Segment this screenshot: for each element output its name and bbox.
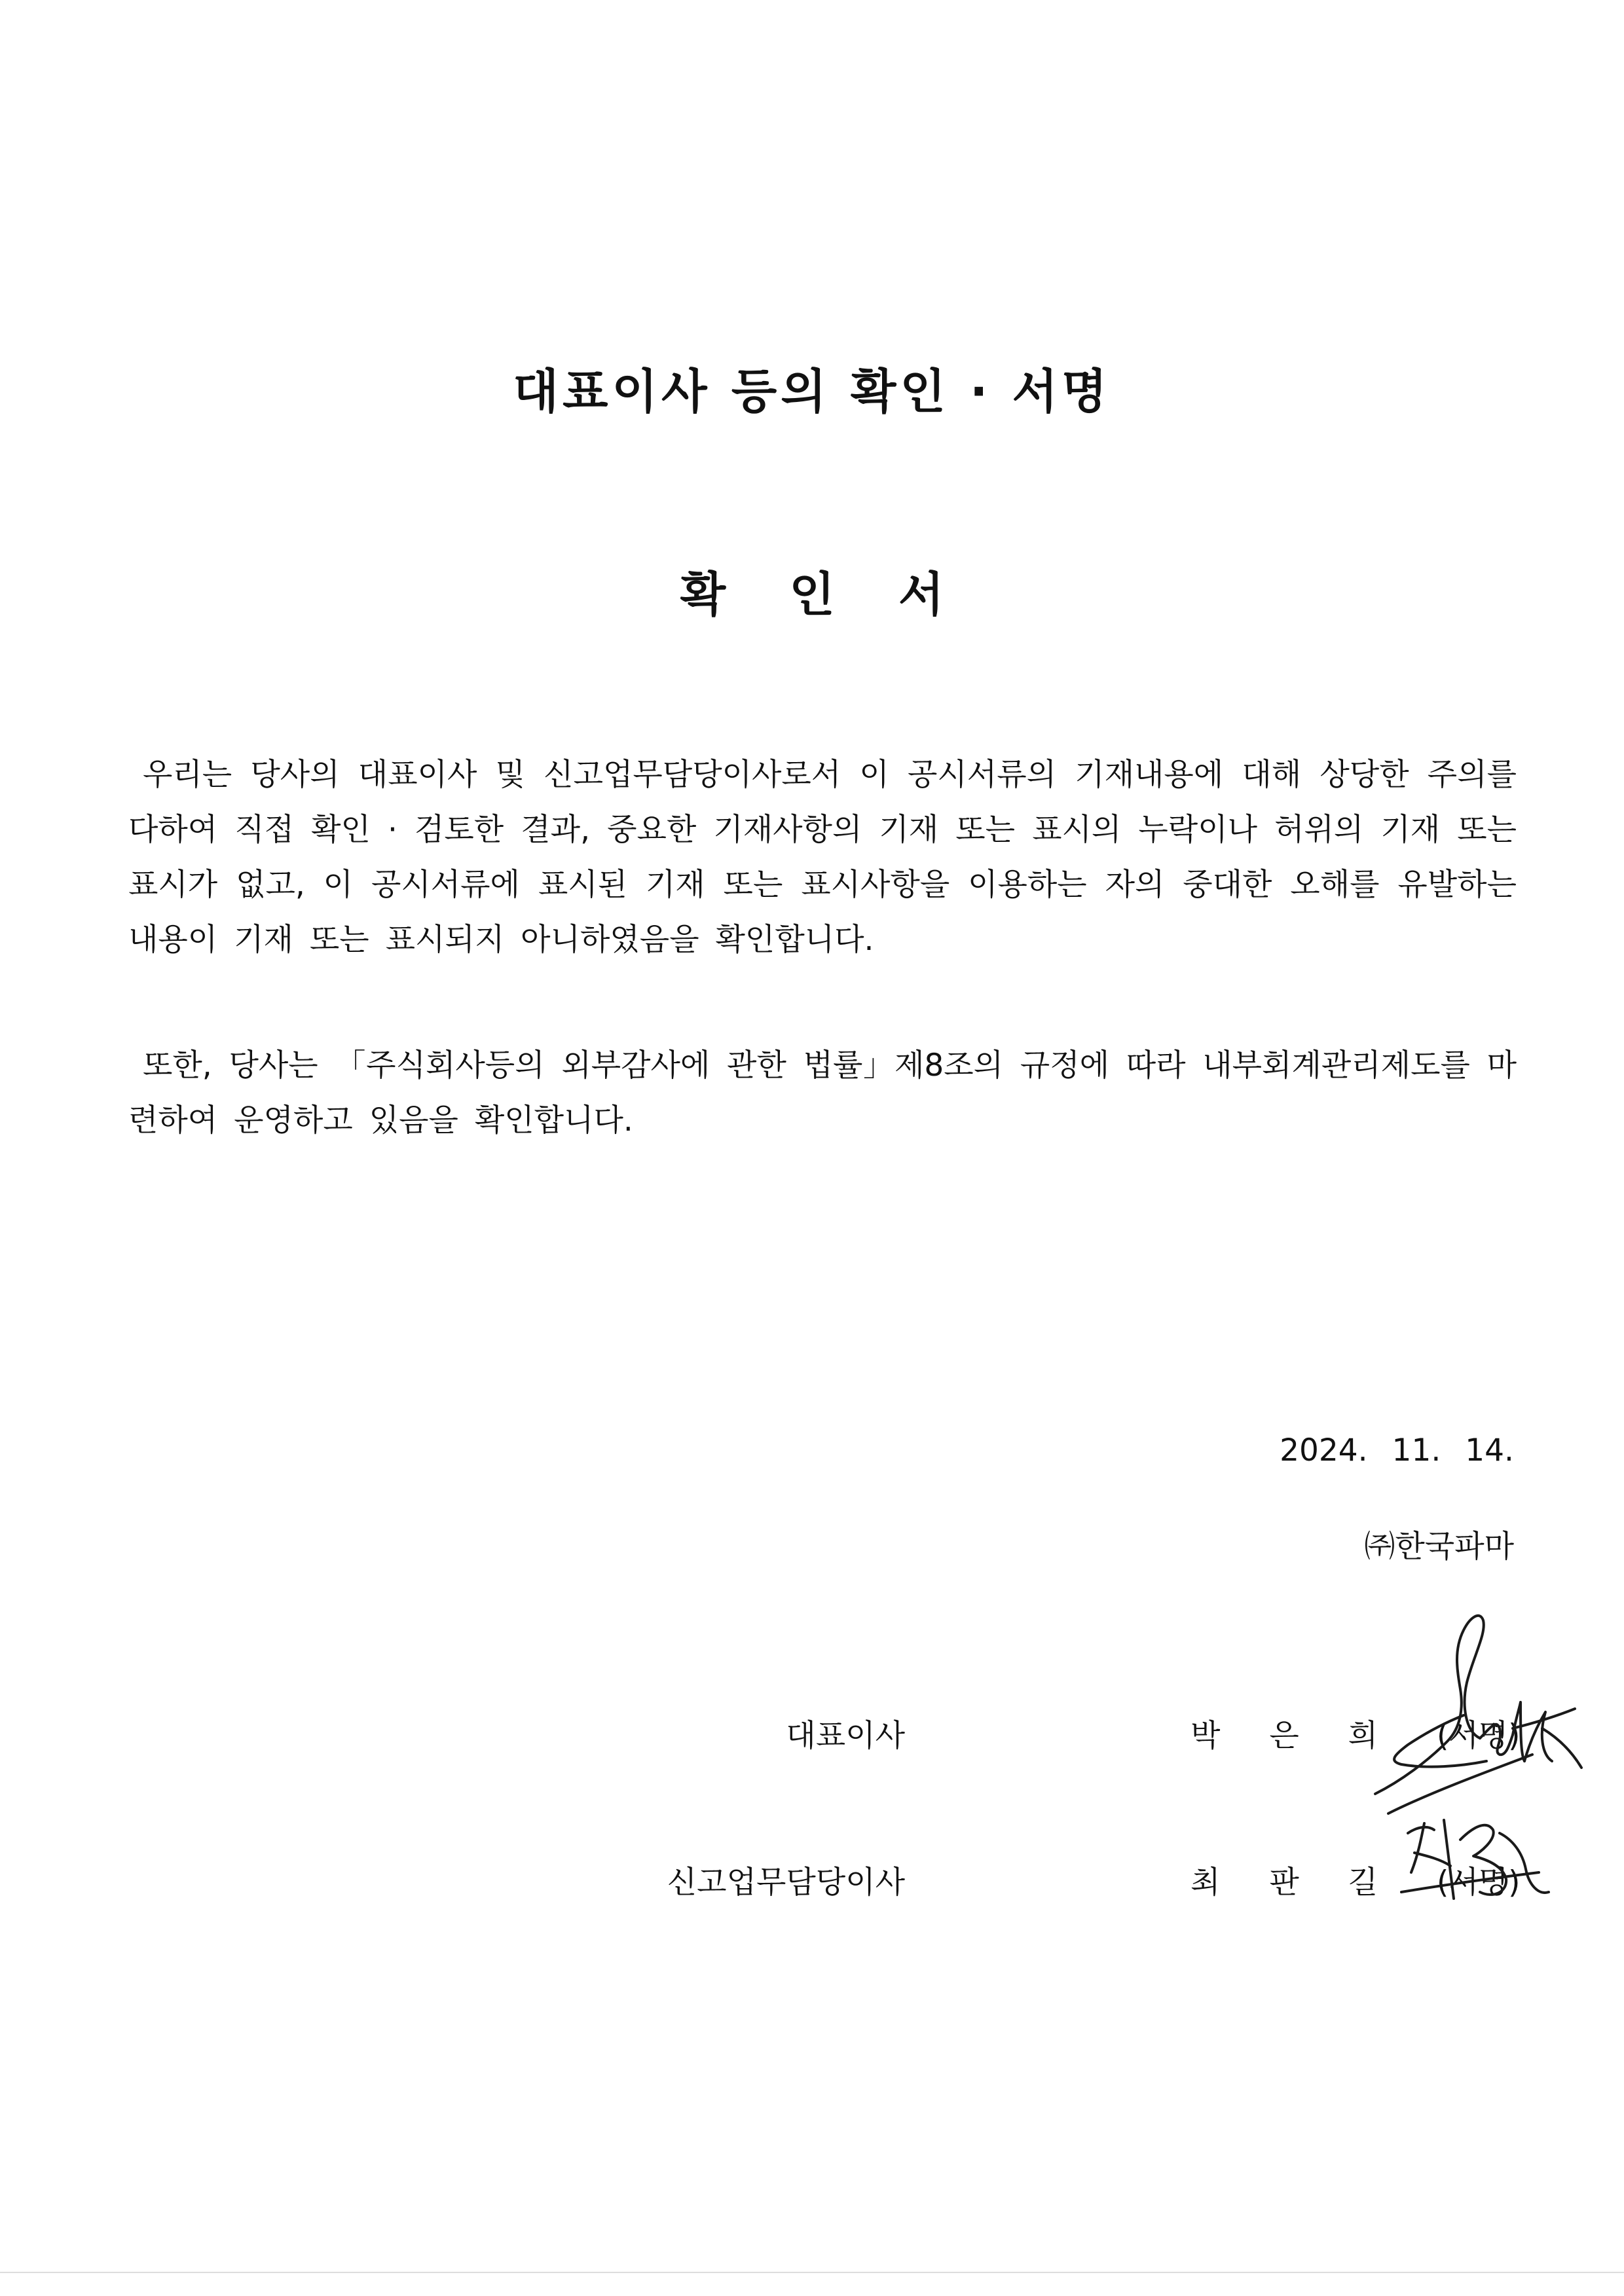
document-subtitle: 확 인 서: [680, 567, 968, 622]
confirmation-paragraph: 우리는 당사의 대표이사 및 신고업무담당이사로서 이 공시서류의 기재내용에 대해 상당한 주의를 다하여 직접 확인 · 검토한 결과, 중요한 기재사항의 기재 또는 표시의 누락이나 허위의 기재 또는 표시가 없고, 이 공시서류에 표시된 기재 또는 표시사항을 이용하는 자의 중대한 오해를 유발하는 내용이 기재 또는 표시되지 아니하였음을 확인합니다.: [128, 757, 1517, 958]
document-date: 2024. 11. 14.: [1280, 1432, 1514, 1468]
handwritten-signature-officer: [1388, 1794, 1559, 1925]
signatory-role: 신고업무담당이사: [667, 1865, 905, 1901]
company-name: ㈜한국파마: [1364, 1529, 1514, 1565]
internal-control-paragraph: 또한, 당사는 「주식회사등의 외부감사에 관한 법률」제8조의 규정에 따라 내부회계관리제도를 마련하여 운영하고 있음을 확인합니다.: [128, 1048, 1517, 1139]
signatory-name: 박 은 희: [1190, 1718, 1398, 1754]
page-bottom-rule: [0, 2272, 1624, 2273]
signatory-row-disclosure-officer: [0, 1858, 1624, 1904]
document-title: 대표이사 등의 확인 · 서명: [513, 364, 1111, 419]
signature-mark-label: (서명): [1437, 1865, 1521, 1901]
signatory-role: 대표이사: [786, 1718, 905, 1754]
signatory-name: 최 판 길: [1190, 1865, 1398, 1901]
signature-mark-label: (서명): [1437, 1718, 1521, 1754]
